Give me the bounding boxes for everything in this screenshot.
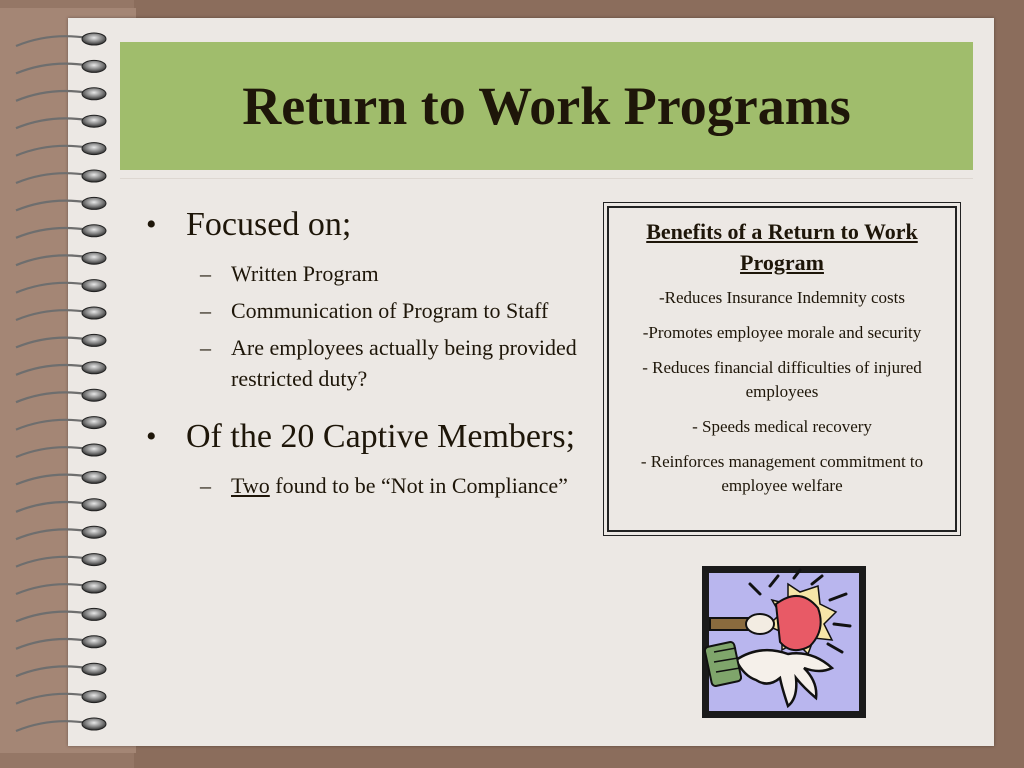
spiral-hole [82, 225, 106, 237]
sub-list-captive [140, 470, 580, 501]
spiral-coil [16, 721, 88, 731]
spiral-coil [16, 228, 88, 238]
spiral-coil [16, 529, 88, 539]
benefits-box [603, 202, 961, 536]
spiral-coil [16, 392, 88, 402]
spiral-coil [16, 201, 88, 211]
benefit-item: - Reinforces management commitment to employee welfare [640, 452, 924, 495]
sub-item-text: Written Program [231, 261, 379, 286]
spiral-coil [16, 557, 88, 567]
spiral-coil [16, 36, 88, 46]
title-banner [120, 42, 973, 170]
spiral-coil [16, 502, 88, 512]
bullet-dot-icon: • [146, 208, 157, 241]
spiral-hole [82, 389, 106, 401]
spiral-hole [82, 307, 106, 319]
benefit-item: - Reduces financial difficulties of injured employees [642, 358, 922, 401]
sub-list-focused [140, 258, 580, 394]
spiral-coil [16, 91, 88, 101]
bullet-focused-on [140, 202, 580, 248]
spiral-hole [82, 143, 106, 155]
spiral-hole [82, 444, 106, 456]
bullet-captive-members [140, 414, 580, 460]
spiral-coil [16, 365, 88, 375]
spiral-hole [82, 608, 106, 620]
spiral-binding-icon [10, 28, 116, 748]
spiral-coil [16, 639, 88, 649]
spiral-coil [16, 310, 88, 320]
title-divider [120, 178, 973, 179]
spiral-coil [16, 338, 88, 348]
spiral-coil [16, 255, 88, 265]
spiral-hole [82, 197, 106, 209]
spiral-coil [16, 475, 88, 485]
sub-item: – Written Program [200, 261, 379, 286]
bullet-list [140, 202, 580, 507]
bullet-text: Of the 20 Captive Members; [186, 418, 576, 455]
spiral-hole [82, 636, 106, 648]
spiral-coil [16, 612, 88, 622]
spiral-hole [82, 362, 106, 374]
spiral-hole [82, 88, 106, 100]
spiral-coil [16, 118, 88, 128]
spiral-coil [16, 146, 88, 156]
benefit-item: -Promotes employee morale and security [642, 323, 922, 342]
benefit-item: -Reduces Insurance Indemnity costs [659, 288, 905, 307]
sub-item: – Are employees actually being provided restricted duty? [200, 335, 577, 391]
spiral-hole [82, 691, 106, 703]
sub-item: – Two found to be “Not in Compliance” [200, 473, 568, 498]
benefits-box-inner [607, 206, 957, 532]
bullet-text: Focused on; [186, 206, 352, 243]
spiral-hole [82, 33, 106, 45]
spiral-hole [82, 718, 106, 730]
spiral-hole [82, 417, 106, 429]
spiral-hole [82, 526, 106, 538]
spiral-hole [82, 471, 106, 483]
benefit-item: - Speeds medical recovery [692, 417, 872, 436]
spiral-hole [82, 115, 106, 127]
spiral-hole [82, 499, 106, 511]
spiral-coil [16, 64, 88, 74]
spiral-hole [82, 252, 106, 264]
spiral-hole [82, 280, 106, 292]
bullet-dot-icon: • [146, 420, 157, 453]
spiral-coil [16, 666, 88, 676]
spiral-hole [82, 663, 106, 675]
spiral-coil [16, 420, 88, 430]
spiral-hole [82, 334, 106, 346]
spiral-coil [16, 283, 88, 293]
sub-item: – Communication of Program to Staff [200, 298, 549, 323]
spiral-hole [82, 554, 106, 566]
slide-title: Return to Work Programs [242, 76, 851, 136]
sub-item-text: found to be “Not in Compliance” [269, 473, 568, 498]
spiral-hole [82, 170, 106, 182]
underlined-word: Two [231, 473, 270, 498]
spiral-coil [16, 584, 88, 594]
spiral-hole [82, 581, 106, 593]
benefits-heading: Benefits of a Return to Work Program [646, 219, 918, 275]
spiral-hole [82, 60, 106, 72]
injured-hand-clipart-icon [700, 564, 868, 720]
spiral-coil [16, 694, 88, 704]
sub-item-text: Communication of Program to Staff [231, 298, 549, 323]
spiral-coil [16, 447, 88, 457]
sub-item-text: Are employees actually being provided restricted duty? [231, 335, 577, 391]
spiral-coil [16, 173, 88, 183]
